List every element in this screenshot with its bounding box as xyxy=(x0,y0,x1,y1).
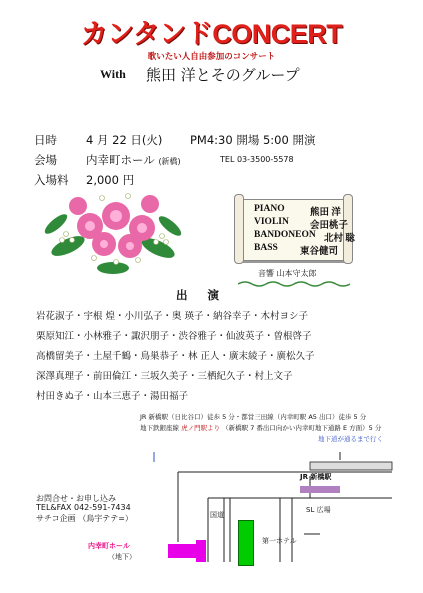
sl-square-marker xyxy=(300,486,340,493)
date-value: 4 月 22 日(火) xyxy=(86,133,163,147)
contact-tel: TEL&FAX 042-591-7434 xyxy=(36,503,131,512)
date-row xyxy=(34,132,162,148)
band-member-name: 東谷健司 xyxy=(300,247,339,257)
concert-title: カンタンドCONCERT xyxy=(80,19,343,49)
performer-row: 深澤真理子・前田倫江・三坂久美子・三栖紀久子・村上文子 xyxy=(36,371,293,382)
map-crossing-label: 国道 xyxy=(210,511,224,519)
scroll-roll-left xyxy=(234,194,244,264)
map-station-label: JR 新橋駅 xyxy=(300,473,332,481)
access-line-jr: JR 新橋駅（日比谷口）徒歩 5 分・都営三田線（内幸町駅 A5 出口）徒歩 5 分 xyxy=(140,413,367,421)
access-ginza: 地下鉄銀座線 xyxy=(140,424,179,432)
time-value: PM4:30 開場 5:00 開演 xyxy=(190,133,316,147)
venue-tel: TEL 03-3500-5578 xyxy=(220,155,294,164)
band-instrument: VIOLIN xyxy=(254,217,289,227)
group-name: 熊田 洋とそのグループ xyxy=(146,66,300,84)
access-detail: （新橋駅 7 番出口向かい内幸町地下通路 E 方面）5 分 xyxy=(222,424,382,432)
fee-label: 入場料 xyxy=(34,173,69,187)
contact-office: サチコ企画 （鳥宇テテ=） xyxy=(36,514,133,523)
vine-decoration xyxy=(238,280,350,288)
venue-label: 会場 xyxy=(34,153,57,167)
fee-value: 2,000 円 xyxy=(86,173,135,187)
concert-subtitle: 歌いたい人自由参加のコンサート xyxy=(147,52,276,62)
band-member xyxy=(254,243,339,257)
band-instrument: BANDONEON xyxy=(254,230,316,240)
sound-engineer: 音響 山本守太郎 xyxy=(258,269,317,278)
band-member-name: 北村 聡 xyxy=(324,234,355,244)
band-member xyxy=(254,217,349,231)
hall-marker-building xyxy=(196,540,206,562)
access-toranomon: 虎ノ門駅より xyxy=(181,424,221,432)
band-instrument: BASS xyxy=(254,243,278,253)
band-instrument: PIANO xyxy=(254,204,285,214)
venue-area: (新橋) xyxy=(158,157,181,166)
band-member xyxy=(254,204,341,218)
date-label: 日時 xyxy=(34,133,57,147)
performer-row: 高橋留美子・土屋千鶴・鳥巣恭子・林 正人・廣末綾子・廣松久子 xyxy=(36,351,315,362)
performer-row: 村田きぬ子・山本三恵子・湯田福子 xyxy=(36,391,189,402)
access-line-subway xyxy=(140,423,381,432)
flower-bouquet-illustration xyxy=(38,186,188,286)
venue-value: 内幸町ホール xyxy=(86,153,155,167)
band-member-name: 熊田 洋 xyxy=(310,208,341,218)
band-member-name: 会田桃子 xyxy=(310,221,349,231)
map-hotel-label: 第一ホテル xyxy=(262,537,297,545)
map-hall-label: 内幸町ホール xyxy=(88,542,130,550)
map-sl-label: SL 広場 xyxy=(306,506,331,514)
performer-row: 栗原知江・小林雅子・諏沢朋子・渋谷雅子・仙波英子・曽根啓子 xyxy=(36,331,312,342)
map-basement-label: （地下） xyxy=(108,553,136,561)
access-note: 地下道が通るまで行く xyxy=(318,435,383,443)
performers-heading: 出 演 xyxy=(176,288,228,302)
band-member xyxy=(254,230,355,244)
performer-row: 岩花淑子・宇根 煌・小川弘子・奥 瑛子・納谷幸子・木村ヨシ子 xyxy=(36,311,309,322)
access-map xyxy=(130,432,410,587)
venue-row xyxy=(34,152,181,168)
with-label: With xyxy=(100,67,126,81)
hotel-marker xyxy=(238,520,254,566)
contact-heading: お問合せ・お申し込み xyxy=(36,494,116,503)
